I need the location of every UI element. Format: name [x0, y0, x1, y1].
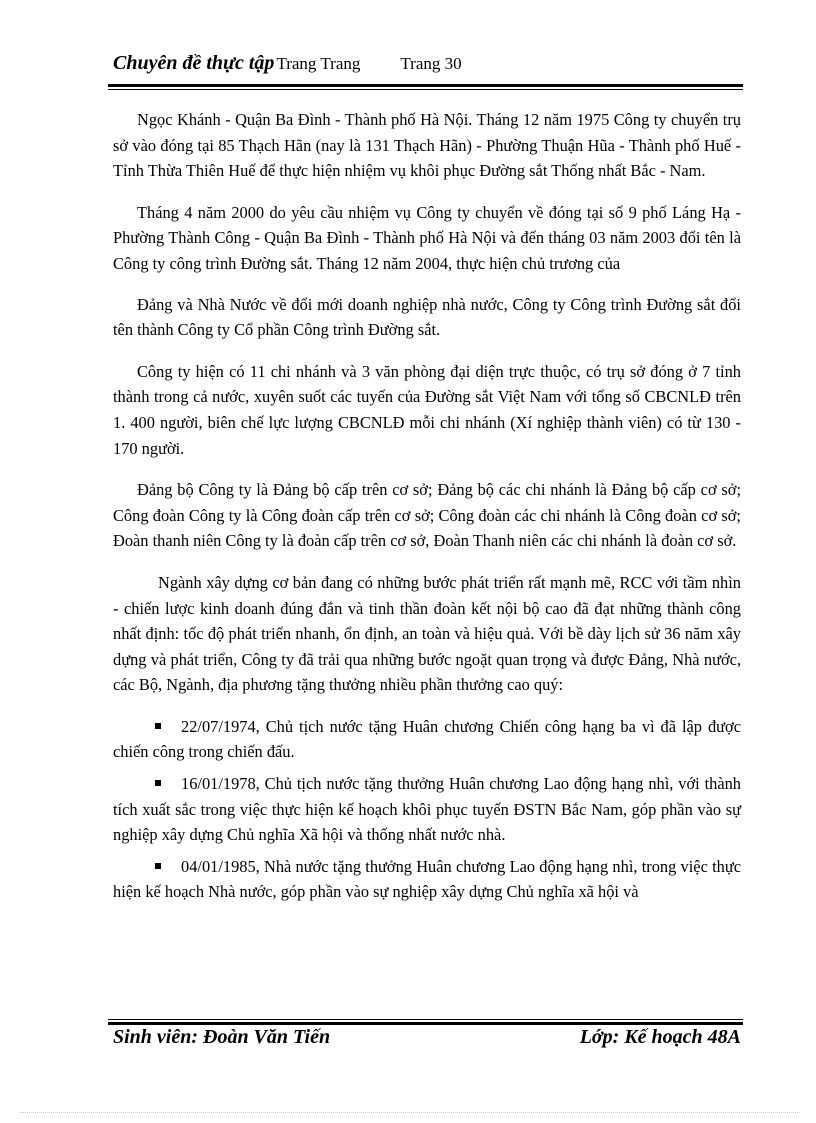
list-item-text: 22/07/1974, Chủ tịch nước tặng Huân chương Chiến công hạng ba vì đã lập được chiến công trong chiến đấu.	[113, 716, 741, 762]
paragraph: Ngành xây dựng cơ bản đang có những bước phát triển rất mạnh mẽ, RCC với tầm nhìn - chiến lược kinh doanh đúng đắn và tinh thần đoàn kết nội bộ cao đã đạt những thành công nhất định: tốc độ phát triển nhanh, ổn định, an toàn và hiệu quả. Với bề dày lịch sử 36 năm xây dựng và phát triển, Công ty đã trải qua những bước ngoặt quan trọng và được Đảng, Nhà nước, các Bộ, Ngành, địa phương tặng thưởng nhiều phần thưởng cao quý:	[113, 572, 741, 695]
paragraph: Ngọc Khánh - Quận Ba Đình - Thành phố Hà Nội. Tháng 12 năm 1975 Công ty chuyển trụ sở vào đóng tại 85 Thạch Hãn (nay là 131 Thạch Hãn) - Phường Thuận Hũa - Thành phố Huế - Tỉnh Thừa Thiên Huế để thực hiện nhiệm vụ khôi phục Đường sắt Thống nhất Bắc - Nam.	[113, 110, 741, 181]
list-item-text: 16/01/1978, Chủ tịch nước tặng thưởng Huân chương Lao động hạng nhì, với thành tích xuất sắc trong việc thực hiện kế hoạch khôi phục tuyến ĐSTN Bắc Nam, góp phần vào sự nghiệp xây dựng Chủ nghĩa Xã hội và thống nhất nước nhà.	[113, 774, 741, 845]
list-item	[113, 771, 741, 848]
footer-rule-thin	[108, 1019, 743, 1020]
paragraph: Công ty hiện có 11 chi nhánh và 3 văn phòng đại diện trực thuộc, có trụ sở đóng ở 7 tỉnh thành trong cả nước, xuyên suốt các tuyến của Đường sắt Việt Nam với tổng số CBCNLĐ trên 1. 400 người, biên chế lực lượng CBCNLĐ mỗi chi nhánh (Xí nghiệp thành viên) có từ 130 - 170 người.	[113, 361, 741, 458]
paragraph: Đảng bộ Công ty là Đảng bộ cấp trên cơ sở; Đảng bộ các chi nhánh là Đảng bộ cấp cơ sở; Công đoàn Công ty là Công đoàn cấp trên cơ sở; Công đoàn các chi nhánh là Công đoàn cơ sở; Đoàn thanh niên Công ty là đoàn cấp trên cơ sở, Đoàn Thanh niên các chi nhánh là đoàn cơ sở.	[113, 480, 741, 551]
page-number: Trang 30	[400, 54, 462, 73]
list-item-text: 04/01/1985, Nhà nước tặng thưởng Huân chương Lao động hạng nhì, trong việc thực hiện kế hoạch Nhà nước, góp phần vào sự nghiệp xây dựng Chủ nghĩa xã hội và	[113, 856, 741, 902]
list-item	[113, 714, 741, 765]
document-body	[113, 107, 741, 905]
header-rule-thick	[108, 84, 743, 87]
page-header	[113, 52, 743, 86]
report-title: Chuyên đề thực tập	[113, 52, 275, 74]
bullet-square-icon	[155, 863, 161, 869]
class-name: Lớp: Kế hoạch 48A	[579, 1026, 741, 1048]
page-footer	[113, 1026, 741, 1054]
footer-rule-thick	[108, 1022, 743, 1025]
bullet-square-icon	[155, 780, 161, 786]
list-item	[113, 854, 741, 905]
paragraph: Tháng 4 năm 2000 do yêu cầu nhiệm vụ Công ty chuyển về đóng tại số 9 phố Láng Hạ - Phường Thành Công - Quận Ba Đình - Thành phố Hà Nội và đến tháng 03 năm 2003 đổi tên là Công ty công trình Đường sắt. Tháng 12 năm 2004, thực hiện chủ trương của	[113, 202, 741, 273]
bullet-square-icon	[155, 723, 161, 729]
header-rule-thin	[108, 89, 743, 90]
page-boundary	[20, 1112, 800, 1113]
student-name: Sinh viên: Đoàn Văn Tiến	[113, 1026, 331, 1048]
header-author: Trang Trang	[276, 54, 361, 73]
paragraph: Đảng và Nhà Nước về đổi mới doanh nghiệp nhà nước, Công ty Công trình Đường sắt đổi tên thành Công ty Cổ phần Công trình Đường sắt.	[113, 294, 741, 340]
